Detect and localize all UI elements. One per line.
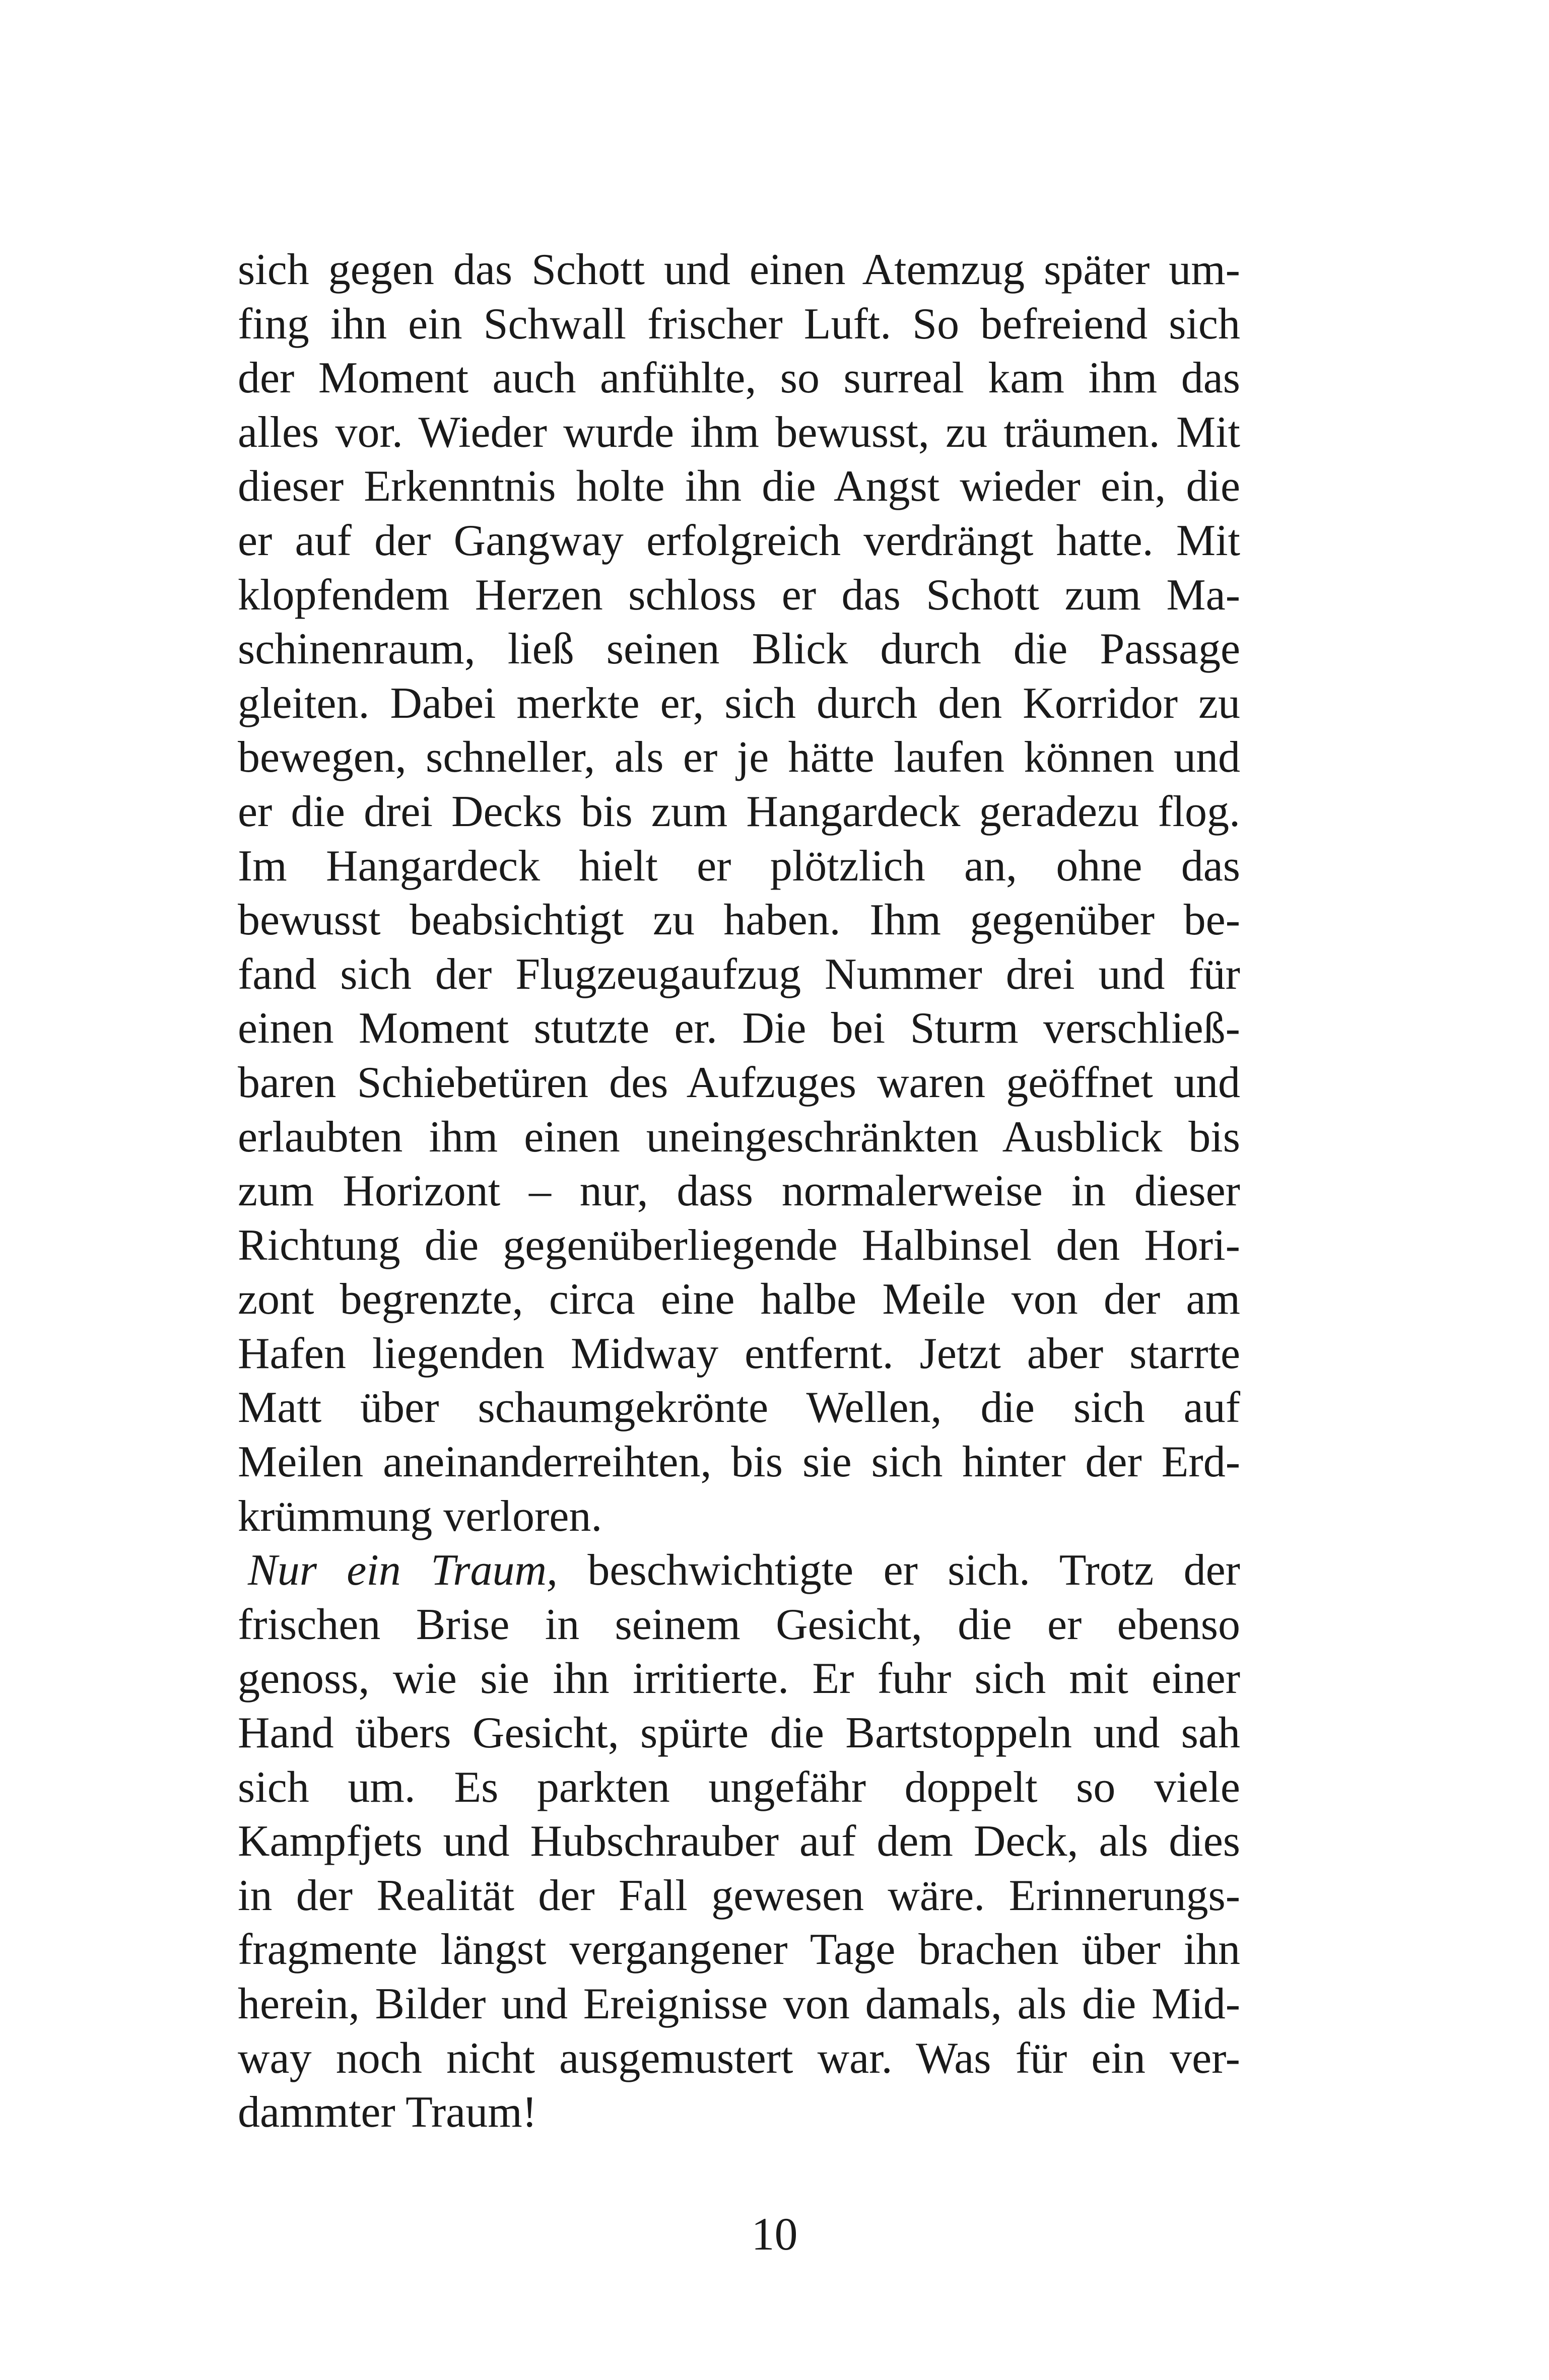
- text-line: herein, Bilder und Ereignisse von damals, als die Mid-: [238, 1980, 1240, 2028]
- text-line: Richtung die gegenüberliegende Halbinsel den Hori-: [238, 1220, 1240, 1270]
- page-number: 10: [751, 2208, 798, 2260]
- text-line: [238, 1543, 1240, 1598]
- text-line: Meilen aneinanderreihten, bis sie sich hinter der Erd-: [238, 1438, 1240, 1487]
- text-line: schinenraum, ließ seinen Blick durch die Passage: [238, 625, 1240, 674]
- text-line: fand sich der Flugzeugaufzug Nummer drei und für: [238, 949, 1240, 999]
- text-line: Im Hangardeck hielt er plötzlich an, ohne das: [238, 841, 1240, 891]
- text-line: zum Horizont – nur, dass normalerweise in dieser: [238, 1167, 1240, 1216]
- paragraph-1: [238, 243, 1240, 1543]
- text-line: erlaubten ihm einen uneingeschränkten Ausblick bis: [238, 1112, 1240, 1162]
- text-line: Hafen liegenden Midway entfernt. Jetzt aber starrte: [238, 1329, 1240, 1378]
- text-line: bewusst beabsichtigt zu haben. Ihm gegenüber be-: [238, 896, 1240, 945]
- text-line: einen Moment stutzte er. Die bei Sturm verschließ-: [238, 1004, 1240, 1053]
- text-line: frischen Brise in seinem Gesicht, die er ebenso: [238, 1600, 1240, 1649]
- text-line: gleiten. Dabei merkte er, sich durch den Korridor zu: [238, 678, 1240, 728]
- text-line: fing ihn ein Schwall frischer Luft. So befreiend sich: [238, 299, 1240, 349]
- text-line: krümmung verloren.: [238, 1491, 602, 1541]
- line-continuation: beschwichtigte er sich. Trotz der: [558, 1546, 1240, 1595]
- text-line: Hand übers Gesicht, spürte die Bartstoppeln und sah: [238, 1709, 1240, 1758]
- text-line: sich um. Es parkten ungefähr doppelt so viele: [238, 1762, 1240, 1812]
- text-line: der Moment auch anfühlte, so surreal kam ihm das: [238, 354, 1240, 403]
- text-line: Matt über schaumgekrönte Wellen, die sich auf: [238, 1383, 1240, 1433]
- text-line: er auf der Gangway erfolgreich verdrängt hatte. Mit: [238, 516, 1240, 565]
- text-line: klopfendem Herzen schloss er das Schott zum Ma-: [238, 570, 1240, 620]
- text-line: in der Realität der Fall gewesen wäre. Erinnerungs-: [238, 1871, 1240, 1920]
- body-text: [238, 243, 1240, 2140]
- text-line: way noch nicht ausgemustert war. Was für ein ver-: [238, 2033, 1240, 2083]
- text-line: alles vor. Wieder wurde ihm bewusst, zu träumen. Mit: [238, 407, 1240, 457]
- text-line: baren Schiebetüren des Aufzuges waren geöffnet und: [238, 1058, 1240, 1107]
- text-line: dammter Traum!: [238, 2088, 537, 2137]
- text-line: bewegen, schneller, als er je hätte laufen können und: [238, 733, 1240, 782]
- text-line: zont begrenzte, circa eine halbe Meile von der am: [238, 1275, 1240, 1324]
- paragraph-2: [238, 1543, 1240, 2140]
- text-line: dieser Erkenntnis holte ihn die Angst wieder ein, die: [238, 462, 1240, 511]
- text-line: sich gegen das Schott und einen Atemzug später um-: [238, 245, 1240, 294]
- italic-phrase: Nur ein Traum,: [248, 1546, 558, 1595]
- text-line: er die drei Decks bis zum Hangardeck geradezu flog.: [238, 787, 1240, 836]
- text-line: genoss, wie sie ihn irritierte. Er fuhr sich mit einer: [238, 1654, 1240, 1704]
- text-line: Kampfjets und Hubschrauber auf dem Deck, als dies: [238, 1817, 1240, 1866]
- text-line: fragmente längst vergangener Tage brachen über ihn: [238, 1925, 1240, 1975]
